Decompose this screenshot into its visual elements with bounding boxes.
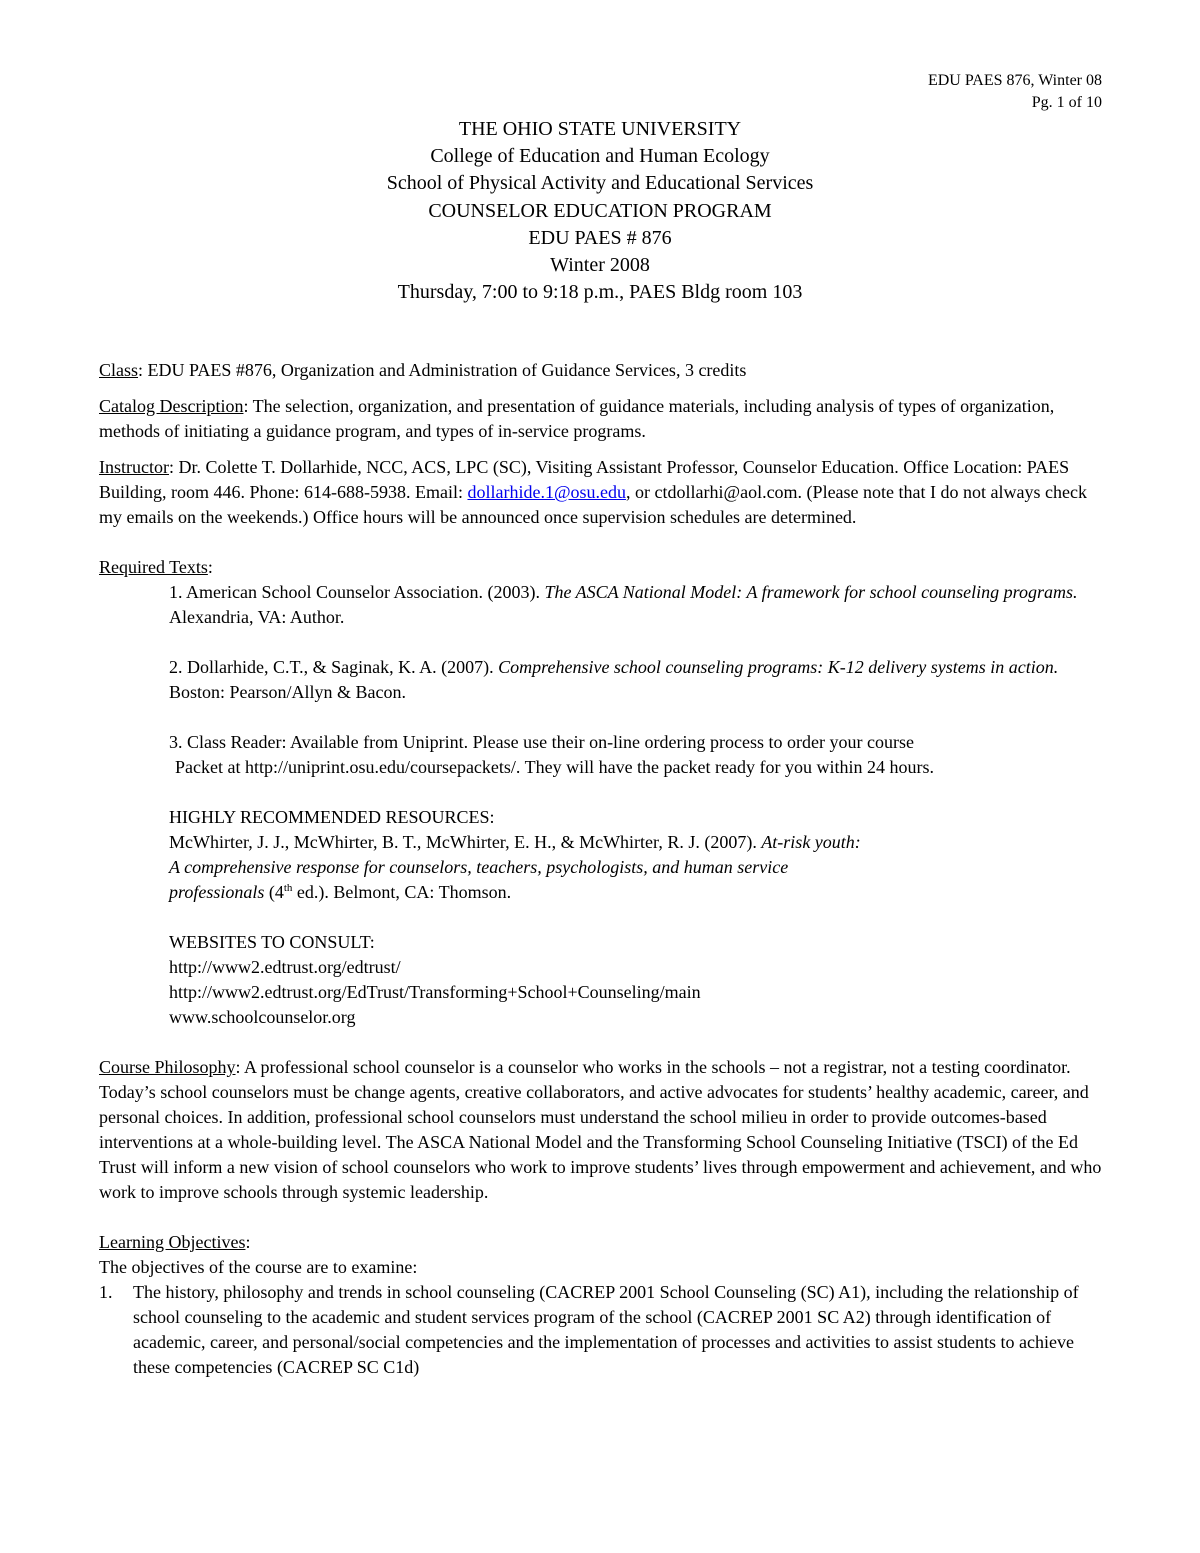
title-block bbox=[0, 116, 1200, 306]
document-body bbox=[99, 358, 1105, 1380]
class-label: Class bbox=[99, 360, 139, 380]
required-texts-label: Required Texts bbox=[99, 557, 208, 577]
recommended-resources bbox=[99, 805, 1105, 905]
instructor-text-1: : Dr. Colette T. Dollarhide, NCC, ACS, LPC (SC), Visiting Assistant Professor, Counselor Education. Office Location: PAES Building, room 446. Phone: 614-688-5938. Email: bbox=[99, 457, 1070, 502]
required-texts-colon: : bbox=[207, 557, 213, 577]
class-text: : EDU PAES #876, Organization and Administration of Guidance Services, 3 credits bbox=[138, 360, 747, 380]
text-3-line-1: 3. Class Reader: Available from Uniprint. Please use their on-line ordering process to order your course bbox=[169, 732, 914, 752]
recommended-edition-sup: th bbox=[283, 882, 293, 894]
instructor-label: Instructor bbox=[99, 457, 169, 477]
philosophy-label: Course Philosophy bbox=[99, 1057, 236, 1077]
websites-section bbox=[99, 930, 1105, 1030]
websites-heading: WEBSITES TO CONSULT: bbox=[169, 932, 375, 952]
objectives-section bbox=[99, 1230, 1105, 1380]
website-1: http://www2.edtrust.org/edtrust/ bbox=[169, 957, 401, 977]
philosophy-text: : A professional school counselor is a counselor who works in the schools – not a registrar, not a testing coordinator. Today’s school counselors must be change agents, creative collaborators, and active advocates for students’ healthy academic, career, and personal choices. In addition, professional school counselors must understand the school milieu in order to provide outcomes-based interventions at a whole-building level. The ASCA National Model and the Transforming School Counseling Initiative (TSCI) of the Ed Trust will inform a new vision of school counselors who work to improve students’ lives through empowerment and achievement, and who work to improve schools through systemic leadership. bbox=[99, 1057, 1102, 1202]
text-2-author: 2. Dollarhide, C.T., & Saginak, K. A. (2007). bbox=[169, 657, 499, 677]
college-name: College of Education and Human Ecology bbox=[430, 145, 770, 168]
text-item-3 bbox=[99, 730, 1105, 755]
text-1-author: 1. American School Counselor Association. (2003). bbox=[169, 582, 545, 602]
course-number: EDU PAES # 876 bbox=[528, 226, 672, 249]
recommended-title-1: At-risk youth: bbox=[761, 832, 861, 852]
program-name: COUNSELOR EDUCATION PROGRAM bbox=[428, 199, 772, 222]
objectives-colon: : bbox=[245, 1232, 251, 1252]
objective-number: 1. bbox=[99, 1282, 113, 1302]
objectives-intro: The objectives of the course are to examine: bbox=[99, 1257, 418, 1277]
text-2-publisher: Boston: Pearson/Allyn & Bacon. bbox=[169, 682, 406, 702]
required-texts-section bbox=[99, 555, 1105, 1030]
class-section bbox=[99, 358, 1105, 383]
text-3-line-2: Packet at http://uniprint.osu.edu/coursepackets/. They will have the packet ready for you within 24 hours. bbox=[175, 757, 934, 777]
text-item-2 bbox=[99, 655, 1105, 705]
text-1-publisher: Alexandria, VA: Author. bbox=[169, 607, 345, 627]
schedule: Thursday, 7:00 to 9:18 p.m., PAES Bldg room 103 bbox=[397, 281, 803, 304]
recommended-heading: HIGHLY RECOMMENDED RESOURCES: bbox=[169, 807, 495, 827]
course-term-header: EDU PAES 876, Winter 08 bbox=[927, 72, 1102, 89]
catalog-text: : The selection, organization, and presentation of guidance materials, including analysis of types of organization, methods of initiating a guidance program, and types of in-service programs. bbox=[99, 396, 1055, 441]
instructor-text-2: , or ctdollarhi@aol.com. (Please note that I do not always check my emails on the weekends.) Office hours will be announced once supervision schedules are determined. bbox=[99, 482, 1087, 527]
instructor-section bbox=[99, 455, 1105, 530]
page-number: Pg. 1 of 10 bbox=[1031, 94, 1102, 111]
recommended-title-2: A comprehensive response for counselors, teachers, psychologists, and human service bbox=[169, 857, 789, 877]
recommended-title-3: professionals bbox=[169, 882, 265, 902]
website-3: www.schoolcounselor.org bbox=[169, 1007, 356, 1027]
website-2: http://www2.edtrust.org/EdTrust/Transforming+School+Counseling/main bbox=[169, 982, 701, 1002]
catalog-section bbox=[99, 394, 1105, 444]
text-item-1 bbox=[99, 580, 1105, 630]
university-name: THE OHIO STATE UNIVERSITY bbox=[458, 118, 742, 140]
school-name: School of Physical Activity and Educational Services bbox=[386, 172, 814, 195]
objective-item bbox=[99, 1280, 1105, 1380]
text-2-title: Comprehensive school counseling programs: K-12 delivery systems in action. bbox=[498, 657, 1059, 677]
page-header bbox=[928, 70, 1102, 114]
recommended-edition: (4 bbox=[264, 882, 284, 902]
philosophy-section bbox=[99, 1055, 1105, 1205]
term: Winter 2008 bbox=[550, 254, 650, 277]
recommended-publisher: ed.). Belmont, CA: Thomson. bbox=[292, 882, 512, 902]
objectives-label: Learning Objectives bbox=[99, 1232, 246, 1252]
instructor-email-link[interactable]: dollarhide.1@osu.edu bbox=[467, 482, 627, 502]
objective-text: The history, philosophy and trends in school counseling (CACREP 2001 School Counseling (SC) A1), including the relationship of school counseling to the academic and student services program of the school (CACREP 2001 SC A2) through identification of academic, career, and personal/social competencies and the implementation of processes and activities to assist students to achieve these competencies (CACREP SC C1d) bbox=[133, 1282, 1079, 1377]
recommended-authors: McWhirter, J. J., McWhirter, B. T., McWhirter, E. H., & McWhirter, R. J. (2007). bbox=[169, 832, 762, 852]
text-1-title: The ASCA National Model: A framework for school counseling programs. bbox=[544, 582, 1078, 602]
catalog-label: Catalog Description bbox=[99, 396, 244, 416]
text-item-3-cont bbox=[99, 755, 1105, 780]
